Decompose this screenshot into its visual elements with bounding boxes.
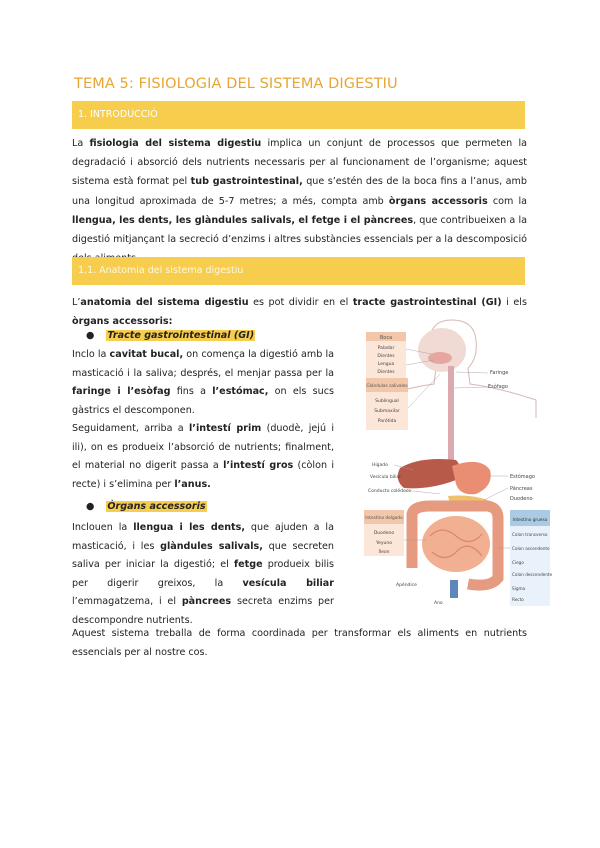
bullet-organs-accessoris: ● Òrgans accessoris bbox=[86, 501, 206, 512]
gi-paragraph-2: Seguidament, arriba a l’intestí prim (duodè, jejú i ili), on es produeix l’absorció de nutrients; finalment, el material no digerit passa a l’intestí gros (còlon i recte) i s’elimina per l’anus. bbox=[72, 423, 335, 490]
closing-paragraph: Aquest sistema treballa de forma coordinada per transformar els aliments en nutrients essencials per al nostre cos. bbox=[72, 628, 527, 659]
esophagus-shape bbox=[448, 366, 454, 466]
liver-shape bbox=[398, 459, 460, 488]
label-pancreas: Páncreas bbox=[510, 486, 533, 492]
label-intestino-grueso: Intestino grueso bbox=[512, 518, 548, 523]
label-boca: Boca bbox=[379, 335, 393, 341]
svg-text:Submaxilar: Submaxilar bbox=[374, 409, 400, 414]
label-intestino-delgado: Intestino delgado bbox=[365, 516, 403, 521]
label-ano: Ano bbox=[434, 601, 443, 606]
small-intestine-shape bbox=[422, 516, 490, 572]
bullet-tracte-gi: ● Tracte gastrointestinal (GI) bbox=[86, 330, 255, 341]
svg-text:Sigma: Sigma bbox=[512, 586, 526, 591]
svg-text:Parótida: Parótida bbox=[377, 419, 397, 424]
svg-text:Sublingual: Sublingual bbox=[375, 399, 399, 404]
svg-text:Colon ascendente: Colon ascendente bbox=[512, 546, 550, 551]
intro-paragraph: La fisiologia del sistema digestiu implica un conjunt de processos que permeten la degradació i absorció dels nutrients necessaris per al funcionament de l’organisme; aquest sistema està format pel tub gastrointestinal, que s’estén des de la boca fins a l’anus, amb una longitud aproximada de 5-7 metres; a més, compta amb òrgans accessoris com la llengua, les dents, les glàndules salivals, el fetge i el pàncrees, que contribueixen a la digestió mitjançant la secreció d’enzims i altres substàncies essencials per a la descomposició bbox=[72, 138, 528, 246]
svg-text:Dientes: Dientes bbox=[377, 370, 395, 375]
accessory-organs-paragraph: Inclouen la llengua i les dents, que ajuden a la masticació, i les glàndules salivals, que secreten saliva per iniciar la digestió; el fetge produeix bilis per digerir greixos, la vesícula biliar l’emmagatzema, i el pàncrees secreta enzims per descompondre nutrients. bbox=[72, 522, 335, 626]
label-higado: Hígado bbox=[372, 463, 388, 468]
anatomy-intro-paragraph: L’anatomia del sistema digestiu es pot dividir en el tracte gastrointestinal (GI) i els òrgans accessoris: bbox=[72, 297, 527, 328]
digestive-system-illustration bbox=[360, 318, 556, 608]
label-duodeno: Duodeno bbox=[510, 496, 533, 502]
section-heading-anatomia: 1.1. Anatomia del sistema digestiu bbox=[72, 257, 525, 285]
svg-text:Yeyuno: Yeyuno bbox=[375, 541, 393, 546]
label-esofago: Esófago bbox=[488, 384, 508, 390]
svg-text:Colon transverso: Colon transverso bbox=[512, 532, 548, 537]
svg-text:Colon descendente: Colon descendente bbox=[512, 572, 553, 577]
svg-text:Ciego: Ciego bbox=[512, 560, 524, 565]
section-heading-introduccio: 1. INTRODUCCIÓ bbox=[72, 101, 525, 129]
svg-text:Paladar: Paladar bbox=[377, 346, 395, 351]
label-vesicula: Vesícula biliar bbox=[370, 475, 402, 480]
label-apendice: Apéndice bbox=[396, 583, 417, 588]
label-coledoco: Conducto colédoco bbox=[368, 489, 411, 494]
gi-paragraph-1: Inclo la cavitat bucal, on comença la digestió amb la masticació i la saliva; després, el menjar passa per la faringe i l’esòfag fins a l’estómac, on els sucs gàstrics el descomponen. bbox=[72, 349, 334, 416]
label-faringe: Faringe bbox=[490, 370, 509, 376]
svg-text:Duodeno: Duodeno bbox=[373, 531, 395, 536]
svg-text:Lengua: Lengua bbox=[377, 362, 395, 367]
page-title: TEMA 5: FISIOLOGIA DEL SISTEMA DIGESTIU bbox=[74, 76, 398, 92]
svg-text:Dientes: Dientes bbox=[377, 354, 395, 359]
svg-text:Íleon: Íleon bbox=[378, 550, 390, 555]
bullet-dot: ● bbox=[86, 330, 95, 341]
svg-text:Recto: Recto bbox=[512, 597, 524, 602]
head-shape bbox=[418, 328, 466, 372]
rectum-shape bbox=[450, 580, 458, 598]
label-glandulas: Glándulas salivales bbox=[366, 384, 408, 389]
stomach-shape bbox=[452, 462, 491, 494]
bullet-dot: ● bbox=[86, 501, 95, 512]
label-estomago: Estómago bbox=[510, 474, 535, 480]
